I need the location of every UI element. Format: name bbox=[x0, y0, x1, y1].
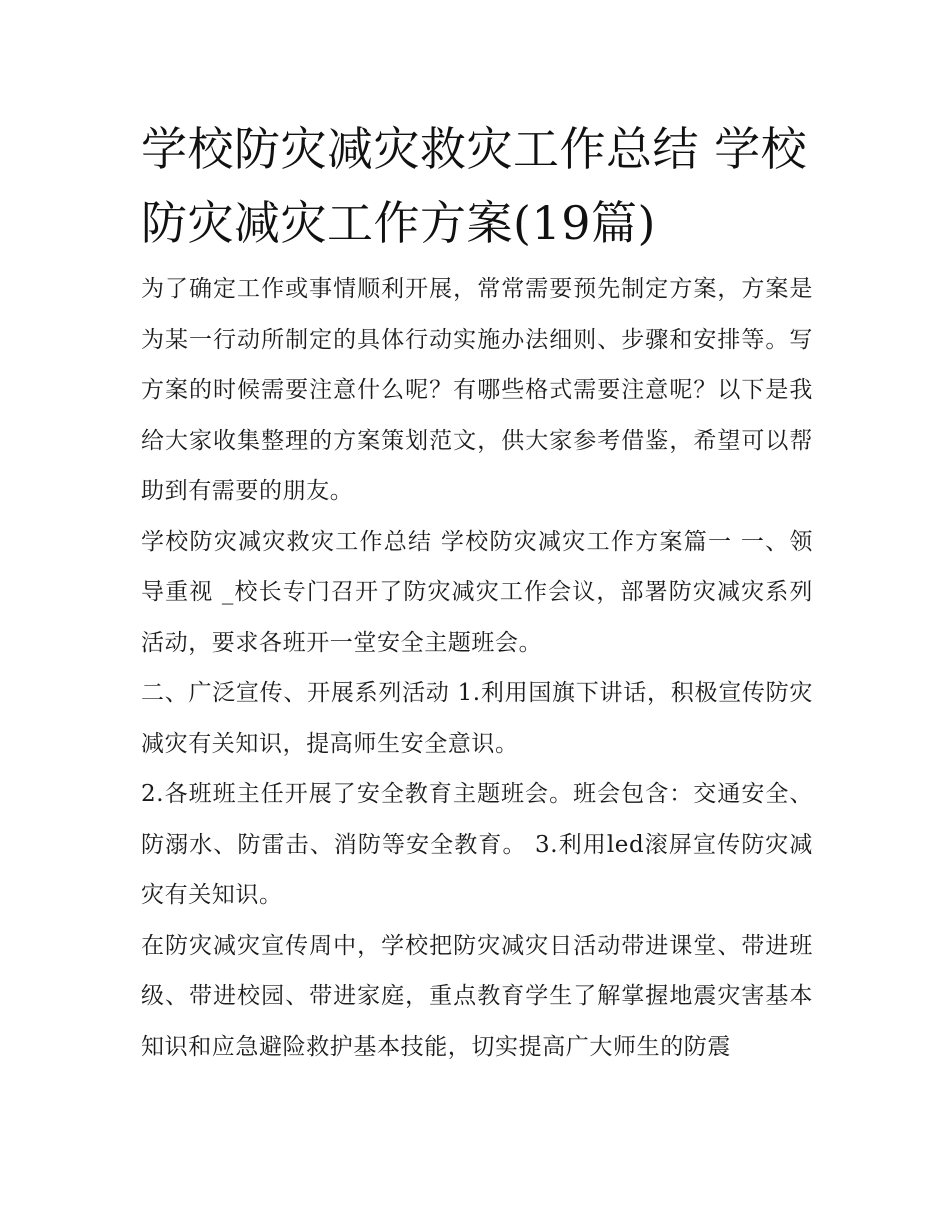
paragraph-section-one: 学校防灾减灾救灾工作总结 学校防灾减灾工作方案篇一 一、领导重视 _校长专门召开了防灾减灾工作会议，部署防灾减灾系列活动，要求各班开一堂安全主题班会。 bbox=[141, 528, 813, 656]
document-content bbox=[141, 112, 813, 1072]
paragraph-intro: 为了确定工作或事情顺利开展，常常需要预先制定方案，方案是为某一行动所制定的具体行动实施办法细则、步骤和安排等。写方案的时候需要注意什么呢？有哪些格式需要注意呢？以下是我给大家收集整理的方案策划范文，供大家参考借鉴，希望可以帮助到有需要的朋友。 bbox=[141, 276, 813, 504]
paragraph-publicity-week: 在防灾减灾宣传周中，学校把防灾减灾日活动带进课堂、带进班级、带进校园、带进家庭，重点教育学生了解掌握地震灾害基本知识和应急避险救护基本技能，切实提高广大师生的防震 bbox=[141, 932, 813, 1060]
paragraph-item-two: 2.各班班主任开展了安全教育主题班会。班会包含：交通安全、防溺水、防雷击、消防等安全教育。 3.利用led滚屏宣传防灾减灾有关知识。 bbox=[141, 781, 813, 908]
document-title: 学校防灾减灾救灾工作总结 学校防灾减灾工作方案(19篇) bbox=[141, 122, 808, 250]
paragraph-section-two: 二、广泛宣传、开展系列活动 1.利用国旗下讲话，积极宣传防灾减灾有关知识，提高师生安全意识。 bbox=[141, 680, 813, 757]
